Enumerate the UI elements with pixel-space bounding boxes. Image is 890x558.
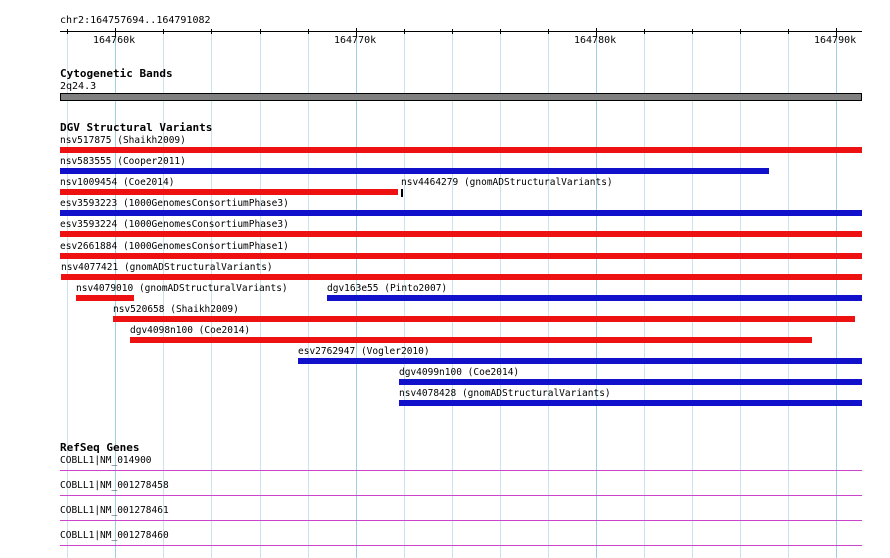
ruler-tick bbox=[260, 29, 261, 34]
cytobands-track-title: Cytogenetic Bands bbox=[60, 67, 173, 80]
variant-bar[interactable] bbox=[327, 295, 862, 301]
variant-id: nsv4464279 bbox=[401, 177, 459, 188]
grid-line bbox=[67, 30, 68, 558]
transcript-line[interactable] bbox=[60, 545, 862, 546]
grid-line bbox=[163, 30, 164, 558]
variant-label bbox=[399, 388, 611, 399]
variant-study: (Coe2014) bbox=[198, 325, 251, 336]
variant-id: esv3593223 bbox=[60, 198, 118, 209]
variant-label bbox=[401, 177, 613, 188]
variant-study: (Cooper2011) bbox=[117, 156, 186, 167]
variant-bar[interactable] bbox=[60, 189, 398, 195]
variant-bar[interactable] bbox=[399, 400, 862, 406]
grid-line bbox=[260, 30, 261, 558]
transcript-line[interactable] bbox=[60, 470, 862, 471]
ruler-tick bbox=[548, 29, 549, 34]
ruler-tick bbox=[644, 29, 645, 34]
transcript-line[interactable] bbox=[60, 495, 862, 496]
dgv-track-title: DGV Structural Variants bbox=[60, 121, 213, 134]
variant-id: dgv4099n100 bbox=[399, 367, 462, 378]
ruler-tick bbox=[67, 29, 68, 34]
variant-label bbox=[76, 283, 288, 294]
grid-line bbox=[452, 30, 453, 558]
transcript-label: COBLL1|NM_001278461 bbox=[60, 505, 169, 516]
transcript-line[interactable] bbox=[60, 520, 862, 521]
variant-bar[interactable] bbox=[130, 337, 812, 343]
ruler-tick bbox=[452, 29, 453, 34]
variant-study: (Pinto2007) bbox=[384, 283, 448, 294]
variant-label bbox=[61, 262, 273, 273]
variant-bar[interactable] bbox=[113, 316, 855, 322]
variant-id: esv3593224 bbox=[60, 219, 118, 230]
transcript-label: COBLL1|NM_001278460 bbox=[60, 530, 169, 541]
ruler-tick bbox=[788, 29, 789, 34]
variant-study: (gnomADStructuralVariants) bbox=[461, 388, 611, 399]
variant-id: nsv4078428 bbox=[399, 388, 457, 399]
variant-label bbox=[399, 367, 519, 378]
variant-bar[interactable] bbox=[399, 379, 862, 385]
variant-label bbox=[327, 283, 447, 294]
locus-label: chr2:164757694..164791082 bbox=[60, 15, 211, 26]
ruler-tick bbox=[692, 29, 693, 34]
variant-id: nsv4079010 bbox=[76, 283, 134, 294]
variant-bar[interactable] bbox=[60, 210, 862, 216]
variant-label bbox=[298, 346, 430, 357]
ruler-tick bbox=[740, 29, 741, 34]
variant-study: (1000GenomesConsortiumPhase3) bbox=[122, 198, 289, 209]
variant-label bbox=[60, 219, 289, 230]
variant-label bbox=[113, 304, 239, 315]
ruler-axis bbox=[60, 31, 862, 32]
refseq-track-title: RefSeq Genes bbox=[60, 441, 140, 454]
ruler-tick bbox=[404, 29, 405, 34]
variant-label bbox=[60, 156, 186, 167]
ruler-tick bbox=[500, 29, 501, 34]
variant-study: (gnomADStructuralVariants) bbox=[463, 177, 613, 188]
grid-line bbox=[308, 30, 309, 558]
tick-label: 164790k bbox=[814, 35, 857, 46]
grid-line bbox=[644, 30, 645, 558]
variant-label bbox=[60, 135, 186, 146]
variant-bar[interactable] bbox=[61, 274, 862, 280]
band-label: 2q24.3 bbox=[60, 81, 97, 92]
variant-bar[interactable] bbox=[401, 189, 403, 197]
variant-id: nsv1009454 bbox=[60, 177, 118, 188]
grid-line bbox=[404, 30, 405, 558]
variant-id: dgv4098n100 bbox=[130, 325, 193, 336]
variant-id: nsv4077421 bbox=[61, 262, 119, 273]
variant-study: (Coe2014) bbox=[122, 177, 175, 188]
tick-label: 164770k bbox=[334, 35, 377, 46]
variant-id: nsv520658 bbox=[113, 304, 165, 315]
variant-study: (Coe2014) bbox=[467, 367, 520, 378]
variant-study: (Shaikh2009) bbox=[170, 304, 239, 315]
variant-study: (gnomADStructuralVariants) bbox=[123, 262, 273, 273]
variant-study: (gnomADStructuralVariants) bbox=[138, 283, 288, 294]
variant-study: (Vogler2010) bbox=[360, 346, 430, 357]
variant-bar[interactable] bbox=[60, 253, 862, 259]
grid-line bbox=[356, 30, 357, 558]
tick-label: 164780k bbox=[574, 35, 617, 46]
variant-bar[interactable] bbox=[76, 295, 134, 301]
cytoband-bar[interactable] bbox=[60, 93, 862, 101]
tick-label: 164760k bbox=[93, 35, 136, 46]
variant-study: (Shaikh2009) bbox=[117, 135, 186, 146]
variant-id: nsv583555 bbox=[60, 156, 112, 167]
grid-line bbox=[836, 30, 837, 558]
grid-line bbox=[211, 30, 212, 558]
variant-bar[interactable] bbox=[60, 147, 862, 153]
grid-line bbox=[788, 30, 789, 558]
ruler-tick bbox=[211, 29, 212, 34]
variant-label bbox=[60, 241, 289, 252]
variant-label bbox=[60, 177, 174, 188]
variant-study: (1000GenomesConsortiumPhase3) bbox=[122, 219, 289, 230]
transcript-label: COBLL1|NM_014900 bbox=[60, 455, 152, 466]
grid-line bbox=[115, 30, 116, 558]
ruler-tick bbox=[163, 29, 164, 34]
variant-id: nsv517875 bbox=[60, 135, 112, 146]
transcript-label: COBLL1|NM_001278458 bbox=[60, 480, 169, 491]
variant-bar[interactable] bbox=[60, 231, 862, 237]
variant-bar[interactable] bbox=[298, 358, 862, 364]
variant-id: esv2661884 bbox=[60, 241, 118, 252]
variant-id: esv2762947 bbox=[298, 346, 356, 357]
grid-line bbox=[596, 30, 597, 558]
grid-line bbox=[740, 30, 741, 558]
ruler-tick bbox=[308, 29, 309, 34]
variant-bar[interactable] bbox=[60, 168, 769, 174]
grid-line bbox=[500, 30, 501, 558]
variant-study: (1000GenomesConsortiumPhase1) bbox=[122, 241, 289, 252]
grid-line bbox=[692, 30, 693, 558]
grid-line bbox=[548, 30, 549, 558]
variant-label bbox=[60, 198, 289, 209]
variant-label bbox=[130, 325, 250, 336]
variant-id: dgv163e55 bbox=[327, 283, 379, 294]
